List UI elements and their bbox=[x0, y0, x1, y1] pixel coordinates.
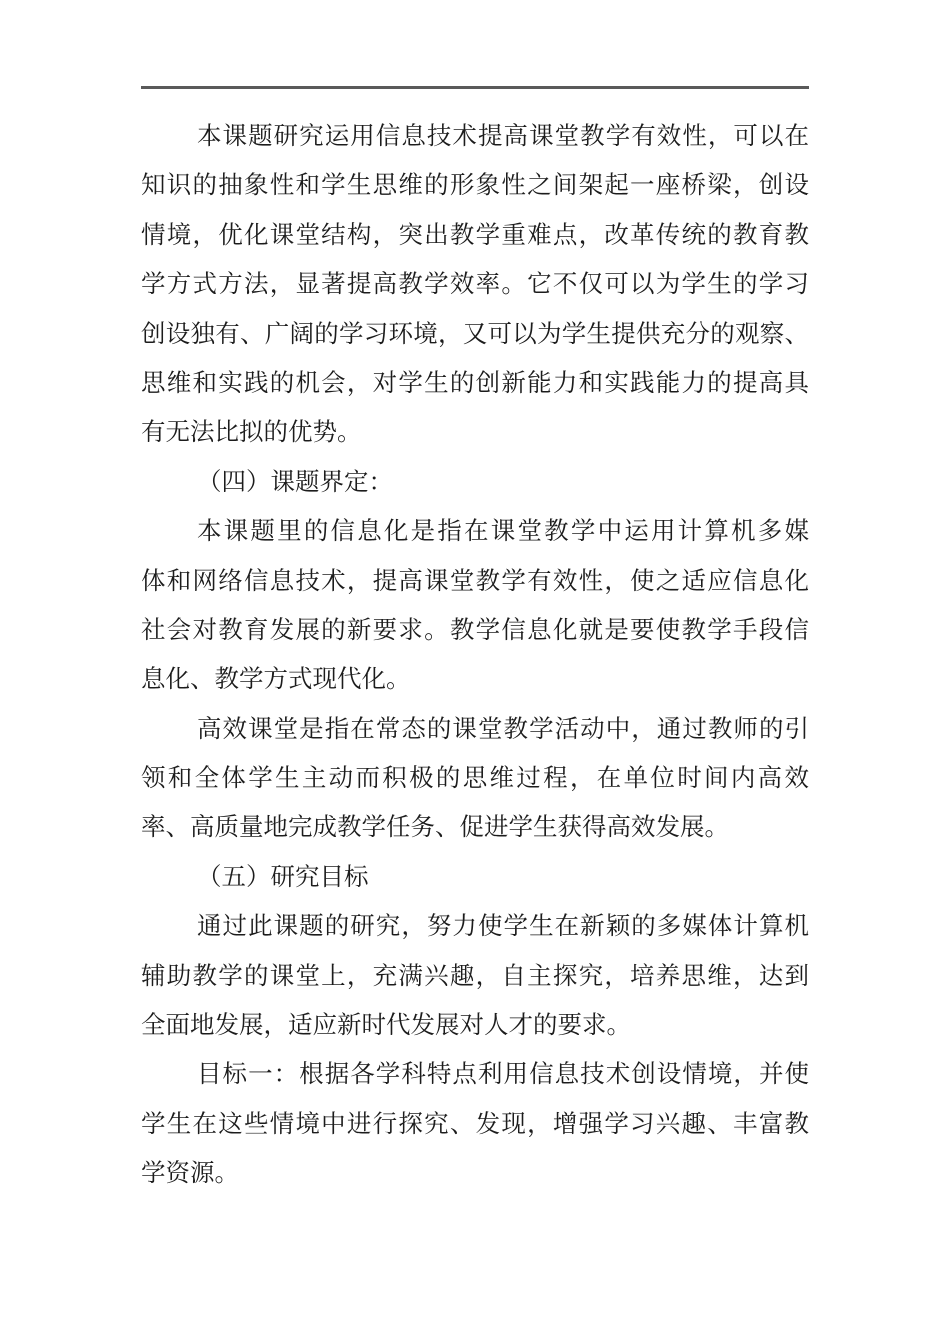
document-body bbox=[141, 111, 809, 1198]
text-line: 本课题研究运用信息技术提高课堂教学有效性，可以在 bbox=[197, 121, 809, 150]
text-line: 有无法比拟的优势。 bbox=[141, 417, 362, 447]
text-line: 目标一：根据各学科特点利用信息技术创设情境，并使 bbox=[197, 1059, 809, 1089]
paragraph-informatization-definition bbox=[141, 506, 809, 704]
heading-topic-definition bbox=[141, 457, 809, 506]
paragraph-efficient-classroom-definition bbox=[141, 704, 809, 852]
text-line: 学生在这些情境中进行探究、发现，增强学习兴趣、丰富教 bbox=[141, 1108, 809, 1138]
text-line: 息化、教学方式现代化。 bbox=[141, 664, 411, 694]
text-line: 社会对教育发展的新要求。教学信息化就是要使教学手段信 bbox=[141, 614, 809, 644]
text-line: 辅助教学的课堂上，充满兴趣，自主探究，培养思维，达到 bbox=[141, 960, 809, 990]
heading-line: （四）课题界定： bbox=[197, 466, 393, 496]
text-line: 体和网络信息技术，提高课堂教学有效性，使之适应信息化 bbox=[141, 565, 809, 595]
heading-research-goals bbox=[141, 852, 809, 901]
heading-line: （五）研究目标 bbox=[197, 861, 369, 891]
text-line: 率、高质量地完成教学任务、促进学生获得高效发展。 bbox=[141, 812, 729, 842]
intro-paragraph bbox=[141, 111, 809, 457]
paragraph-goal-one bbox=[141, 1049, 809, 1197]
text-line: 本课题里的信息化是指在课堂教学中运用计算机多媒 bbox=[197, 516, 809, 546]
text-line: 全面地发展，适应新时代发展对人才的要求。 bbox=[141, 1010, 631, 1040]
text-line: 通过此课题的研究，努力使学生在新颖的多媒体计算机 bbox=[197, 911, 809, 941]
text-line: 学资源。 bbox=[141, 1158, 239, 1188]
text-line: 学方式方法，显著提高教学效率。它不仅可以为学生的学习 bbox=[141, 269, 809, 299]
text-line: 创设独有、广阔的学习环境，又可以为学生提供充分的观察、 bbox=[141, 318, 809, 348]
paragraph-research-goal-overview bbox=[141, 901, 809, 1049]
text-line: 知识的抽象性和学生思维的形象性之间架起一座桥梁，创设 bbox=[141, 170, 809, 200]
text-line: 高效课堂是指在常态的课堂教学活动中，通过教师的引 bbox=[197, 713, 809, 743]
text-line: 思维和实践的机会，对学生的创新能力和实践能力的提高具 bbox=[141, 367, 809, 397]
header-separator-line bbox=[141, 86, 809, 89]
text-line: 领和全体学生主动而积极的思维过程，在单位时间内高效 bbox=[141, 763, 809, 793]
text-line: 情境，优化课堂结构，突出教学重难点，改革传统的教育教 bbox=[141, 219, 809, 249]
